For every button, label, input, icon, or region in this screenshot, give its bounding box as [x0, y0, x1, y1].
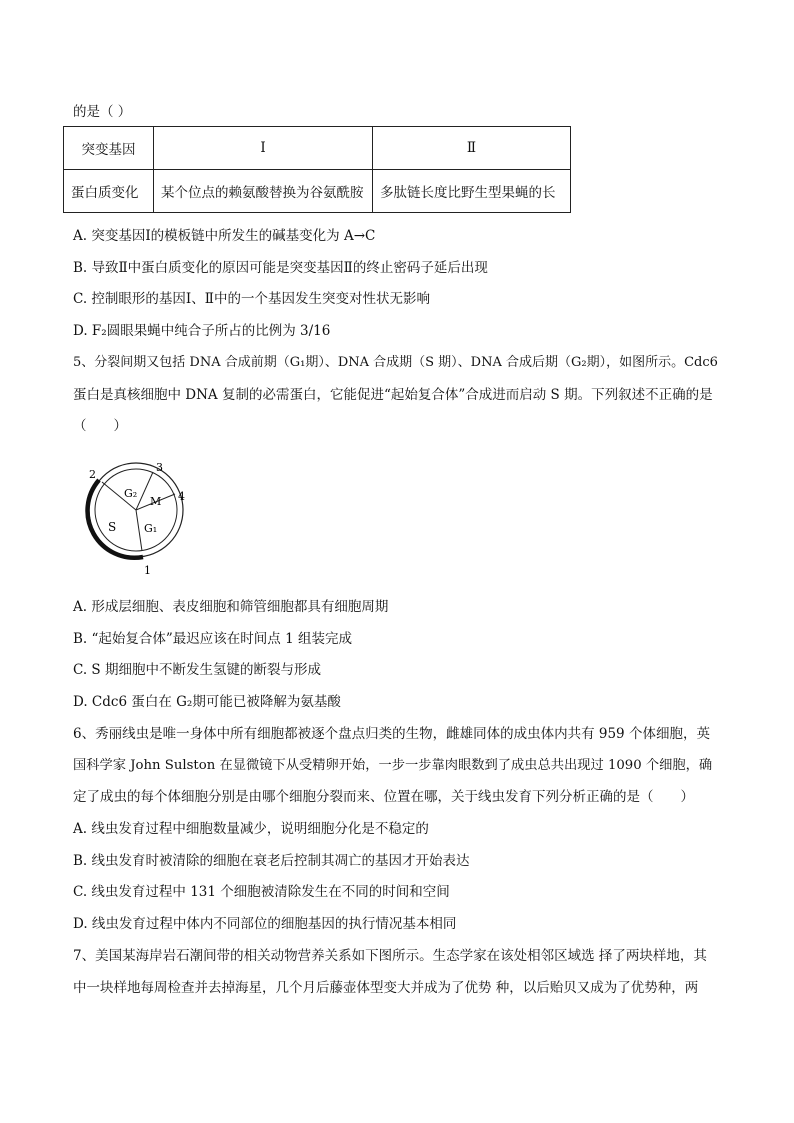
q6-option-c: C. 线虫发育过程中 131 个细胞被清除发生在不同的时间和空间: [73, 884, 450, 900]
table-cell: Ⅱ: [373, 127, 571, 170]
point-label-3: 3: [156, 461, 163, 474]
phase-label-s: S: [108, 520, 117, 534]
q5-stem-line: （ ）: [73, 418, 127, 434]
q6-stem-line: 定了成虫的每个体细胞分别是由哪个细胞分裂而来、位置在哪，关于线虫发育下列分析正确的是（ ）: [73, 789, 694, 805]
point-label-1: 1: [144, 564, 151, 577]
q4-option-b: B. 导致Ⅱ中蛋白质变化的原因可能是突变基因Ⅱ的终止密码子延后出现: [73, 260, 488, 276]
phase-label-g1: G₁: [144, 522, 158, 535]
q4-option-d: D. F₂圆眼果蝇中纯合子所占的比例为 3/16: [73, 323, 331, 339]
q6-stem-line: 6、秀丽线虫是唯一身体中所有细胞都被逐个盘点归类的生物，雌雄同体的成虫体内共有 959 个体细胞，英: [73, 726, 710, 742]
q5-option-d: D. Cdc6 蛋白在 G₂期可能已被降解为氨基酸: [73, 694, 341, 710]
q7-stem-line: 7、美国某海岸岩石潮间带的相关动物营养关系如下图所示。生态学家在该处相邻区域选 择了两块样地，其: [73, 948, 707, 964]
q4-option-c: C. 控制眼形的基因Ⅰ、Ⅱ中的一个基因发生突变对性状无影响: [73, 291, 430, 307]
q5-option-c: C. S 期细胞中不断发生氢键的断裂与形成: [73, 662, 321, 678]
q5-option-b: B. “起始复合体”最迟应该在时间点 1 组装完成: [73, 631, 352, 647]
q5-stem-line: 蛋白是真核细胞中 DNA 复制的必需蛋白，它能促进“起始复合体”合成进而启动 S 期。下列叙述不正确的是: [73, 387, 713, 403]
q5-stem-line: 5、分裂间期又包括 DNA 合成前期（G₁期）、DNA 合成期（S 期）、DNA 合成后期（G₂期），如图所示。Cdc6: [73, 355, 718, 370]
q6-option-a: A. 线虫发育过程中细胞数量减少，说明细胞分化是不稳定的: [73, 821, 429, 837]
mutation-table: [63, 126, 571, 213]
table-cell: Ⅰ: [154, 127, 373, 170]
table-cell: 多肽链长度比野生型果蝇的长: [373, 170, 571, 213]
q6-option-b: B. 线虫发育时被清除的细胞在衰老后控制其凋亡的基因才开始表达: [73, 853, 470, 869]
q4-option-a: A. 突变基因Ⅰ的模板链中所发生的碱基变化为 A→C: [73, 228, 376, 244]
point-label-2: 2: [89, 468, 96, 481]
cell-cycle-diagram: [78, 458, 198, 578]
boundary-line: [136, 510, 142, 551]
phase-label-m: M: [150, 495, 162, 508]
table-header-row: [64, 127, 571, 170]
phase-label-g2: G₂: [124, 487, 138, 500]
q4-stem-tail: 的是（ ）: [73, 104, 132, 120]
table-cell: 突变基因: [64, 127, 154, 170]
point-label-4: 4: [178, 490, 185, 503]
q5-option-a: A. 形成层细胞、表皮细胞和筛管细胞都具有细胞周期: [73, 599, 389, 615]
q6-stem-line: 国科学家 John Sulston 在显微镜下从受精卵开始，一步一步靠肉眼数到了成虫总共出现过 1090 个细胞，确: [73, 758, 713, 773]
table-row: [64, 170, 571, 213]
table-cell: 蛋白质变化: [64, 170, 154, 213]
q6-option-d: D. 线虫发育过程中体内不同部位的细胞基因的执行情况基本相同: [73, 916, 457, 932]
table-cell: 某个位点的赖氨酸替换为谷氨酰胺: [154, 170, 373, 213]
q7-stem-line: 中一块样地每周检查并去掉海星，几个月后藤壶体型变大并成为了优势 种，以后贻贝又成为了优势种，两: [73, 980, 699, 996]
